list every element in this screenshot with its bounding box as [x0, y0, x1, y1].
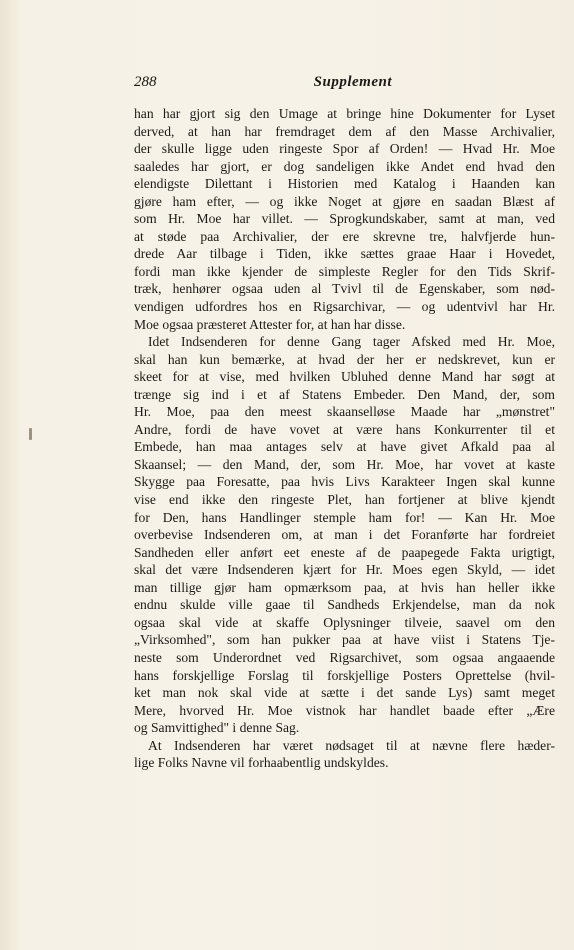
text-line: fordi man ikke kjender de simpleste Regler for den Tids Skrif- [134, 263, 555, 279]
text-line: At Indsenderen har været nødsaget til at nævne flere hæder- [148, 737, 555, 753]
text-line: trænge sig ind i et af Statens Embeder. Den Mand, der, som [134, 386, 555, 402]
text-line: og Samvittighed" i denne Sag. [134, 720, 300, 736]
page-header [134, 74, 392, 94]
text-line: overbevise Indsenderen om, at man i det Foranførte har fordreiet [134, 527, 555, 543]
text-line: saaledes har gjort, er dog sandeligen ikke Andet end hvad den [134, 158, 555, 174]
text-line: Embede, han maa antages selv at have givet Afkald paa al [134, 439, 555, 455]
text-line: vise end ikke den ringeste Plet, han fortjener at blive kjendt [134, 492, 555, 508]
text-line: hans forskjellige Forslag til forskjellige Posters Oprettelse (hvil- [134, 667, 555, 683]
text-line: Skaansel; — den Mand, der, som Hr. Moe, har vovet at kaste [134, 456, 555, 472]
body-text [134, 105, 555, 772]
text-line: Moe ogsaa præsteret Attester for, at han har disse. [134, 316, 406, 332]
text-line: „Virksomhed", som han pukker paa at have viist i Statens Tje- [134, 632, 555, 648]
text-line: gjøre ham efter, — og ikke Noget at gjøre en saadan Blæst af [134, 193, 555, 209]
text-line: ket man nok skal vide at sætte i det sande Lys) samt meget [134, 685, 555, 701]
text-line: skeet for at vise, med hvilken Ubluhed denne Mand har søgt at [134, 369, 555, 385]
text-line: man tillige gjør ham opmærksom paa, at hvis han heller ikke [134, 579, 555, 595]
text-line: neste som Underordnet ved Rigsarchivet, som ogsaa angaaende [134, 649, 555, 665]
text-line: skal han kun bemærke, at hvad der her er nedskrevet, kun er [134, 351, 555, 367]
text-line: at støde paa Archivalier, der ere skrevne tre, halvfjerde hun- [134, 228, 555, 244]
text-line: træk, henhører ogsaa uden al Tvivl til de Egenskaber, som nød- [134, 281, 555, 297]
text-line: elendigste Dilettant i Historien med Katalog i Haanden kan [134, 176, 555, 192]
text-line: Andre, fordi de have vovet at være hans Konkurrenter til et [134, 421, 555, 437]
text-line: som Hr. Moe har villet. — Sprogkundskaber, samt at man, ved [134, 211, 555, 227]
text-line: derved, at han har fremdraget dem af den Masse Archivalier, [134, 123, 555, 139]
text-line: Skygge paa Foresatte, paa hvis Livs Karakteer Ingen skal kunne [134, 474, 555, 490]
text-line: for Den, hans Handlinger stemple ham for! — Kan Hr. Moe [134, 509, 555, 525]
text-line: Idet Indsenderen for denne Gang tager Afsked med Hr. Moe, [148, 334, 555, 350]
margin-mark [29, 428, 32, 440]
text-line: ogsaa skal vide at skaffe Oplysninger tilveie, saavel om den [134, 614, 555, 630]
text-line: han har gjort sig den Umage at bringe hine Dokumenter for Lyset [134, 106, 555, 121]
text-line: lige Folks Navne vil forhaabentlig undskyldes. [134, 755, 389, 771]
page-number: 288 [134, 74, 157, 90]
text-line: endnu skulde ville gaae til Sandheds Erkjendelse, man da nok [134, 597, 555, 613]
text-line: Hr. Moe, paa den meest skaanselløse Maade har „mønstret" [134, 404, 555, 420]
text-line: drede Aar tilbage i Tiden, ikke sættes graae Haar i Hovedet, [134, 246, 555, 262]
running-title: Supplement [313, 74, 392, 90]
text-line: vendigen udfordres hos en Rigsarchivar, — og udentvivl har Hr. [134, 299, 555, 315]
text-line: skal det være Indsenderen kjært for Hr. Moes egen Skyld, — idet [134, 562, 555, 578]
text-line: Sandheden eller anført eet eneste af de paapegede Fakta urigtigt, [134, 544, 555, 560]
text-line: Mere, hvorved Hr. Moe vistnok har handlet baade efter „Ære [134, 702, 555, 718]
text-line: der skulle ligge uden ringeste Spor af Orden! — Hvad Hr. Moe [134, 141, 555, 157]
